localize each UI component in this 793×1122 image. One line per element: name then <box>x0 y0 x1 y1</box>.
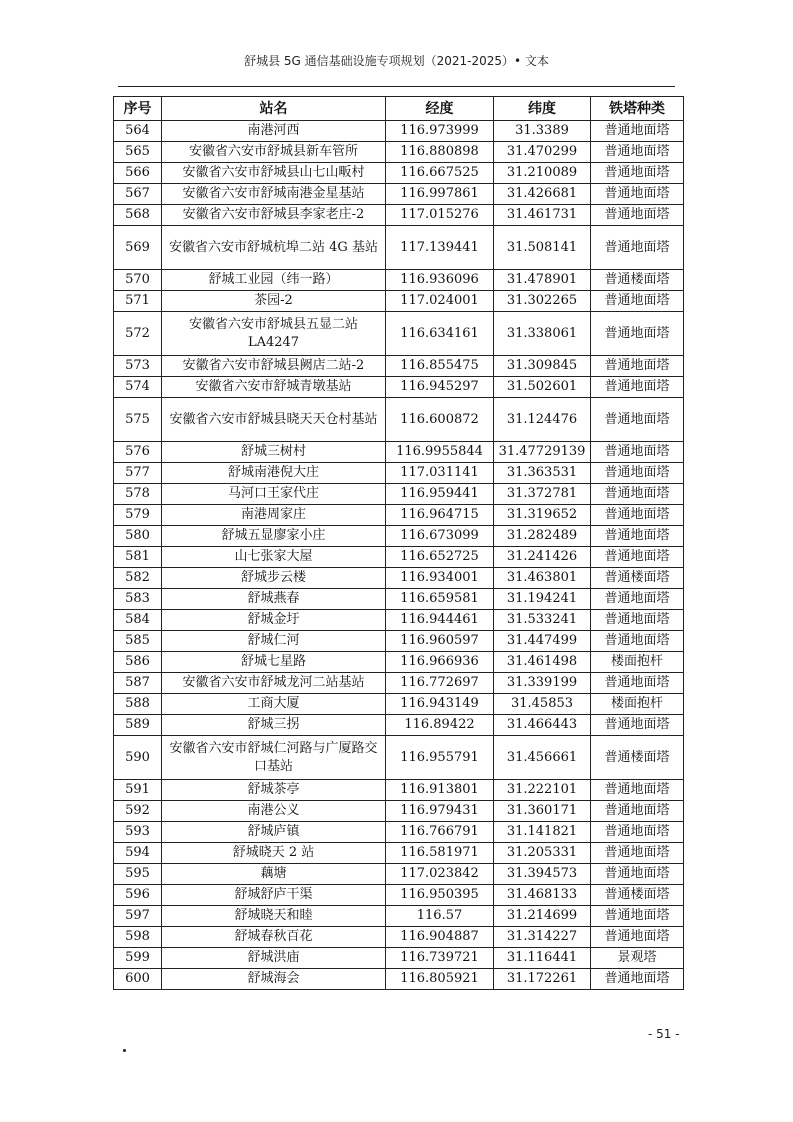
cell-tower-type: 普通地面塔 <box>591 631 684 652</box>
cell-tower-type: 普通地面塔 <box>591 442 684 463</box>
cell-longitude: 116.966936 <box>386 652 494 673</box>
page-number: - 51 - <box>648 1027 680 1041</box>
cell-index: 594 <box>114 843 162 864</box>
cell-station-name: 安徽省六安市舒城南港金星基站 <box>162 184 386 205</box>
cell-station-name: 舒城海会 <box>162 969 386 990</box>
cell-longitude: 116.880898 <box>386 142 494 163</box>
station-table <box>113 96 684 990</box>
cell-latitude: 31.372781 <box>494 484 591 505</box>
cell-tower-type: 普通楼面塔 <box>591 568 684 589</box>
cell-longitude: 116.581971 <box>386 843 494 864</box>
cell-tower-type: 普通地面塔 <box>591 463 684 484</box>
cell-index: 584 <box>114 610 162 631</box>
cell-index: 566 <box>114 163 162 184</box>
cell-index: 585 <box>114 631 162 652</box>
cell-station-name: 舒城五显廖家小庄 <box>162 526 386 547</box>
cell-tower-type: 普通地面塔 <box>591 377 684 398</box>
cell-tower-type: 普通地面塔 <box>591 715 684 736</box>
cell-latitude: 31.360171 <box>494 801 591 822</box>
cell-latitude: 31.363531 <box>494 463 591 484</box>
cell-station-name: 舒城洪庙 <box>162 948 386 969</box>
cell-station-name: 安徽省六安市舒城县阙店二站-2 <box>162 356 386 377</box>
table-row <box>114 463 684 484</box>
cell-index: 572 <box>114 312 162 356</box>
cell-latitude: 31.508141 <box>494 226 591 270</box>
cell-station-name: 安徽省六安市舒城杭埠二站 4G 基站 <box>162 226 386 270</box>
cell-latitude: 31.394573 <box>494 864 591 885</box>
cell-latitude: 31.447499 <box>494 631 591 652</box>
cell-station-name: 舒城七星路 <box>162 652 386 673</box>
cell-index: 592 <box>114 801 162 822</box>
cell-station-name: 安徽省六安市舒城龙河二站基站 <box>162 673 386 694</box>
cell-index: 581 <box>114 547 162 568</box>
cell-tower-type: 普通楼面塔 <box>591 270 684 291</box>
table-row <box>114 631 684 652</box>
cell-tower-type: 普通地面塔 <box>591 969 684 990</box>
cell-latitude: 31.456661 <box>494 736 591 780</box>
cell-station-name: 安徽省六安市舒城县晓天天仓村基站 <box>162 398 386 442</box>
cell-index: 589 <box>114 715 162 736</box>
cell-latitude: 31.3389 <box>494 121 591 142</box>
cell-longitude: 116.659581 <box>386 589 494 610</box>
cell-index: 569 <box>114 226 162 270</box>
cell-latitude: 31.533241 <box>494 610 591 631</box>
cell-longitude: 116.955791 <box>386 736 494 780</box>
cell-latitude: 31.172261 <box>494 969 591 990</box>
table-row <box>114 377 684 398</box>
cell-longitude: 116.805921 <box>386 969 494 990</box>
table-row <box>114 885 684 906</box>
table-body <box>114 121 684 990</box>
cell-index: 573 <box>114 356 162 377</box>
table-row <box>114 184 684 205</box>
cell-longitude: 116.772697 <box>386 673 494 694</box>
cell-index: 567 <box>114 184 162 205</box>
cell-latitude: 31.314227 <box>494 927 591 948</box>
table-row <box>114 356 684 377</box>
cell-tower-type: 普通地面塔 <box>591 184 684 205</box>
cell-tower-type: 楼面抱杆 <box>591 694 684 715</box>
cell-latitude: 31.470299 <box>494 142 591 163</box>
table-row <box>114 780 684 801</box>
cell-latitude: 31.478901 <box>494 270 591 291</box>
cell-tower-type: 普通地面塔 <box>591 843 684 864</box>
cell-tower-type: 普通地面塔 <box>591 142 684 163</box>
cell-longitude: 116.979431 <box>386 801 494 822</box>
cell-latitude: 31.339199 <box>494 673 591 694</box>
cell-tower-type: 普通地面塔 <box>591 822 684 843</box>
cell-latitude: 31.338061 <box>494 312 591 356</box>
cell-index: 582 <box>114 568 162 589</box>
cell-index: 564 <box>114 121 162 142</box>
table-row <box>114 906 684 927</box>
cell-station-name: 安徽省六安市舒城县山七山畈村 <box>162 163 386 184</box>
table-row <box>114 526 684 547</box>
cell-tower-type: 普通地面塔 <box>591 927 684 948</box>
cell-longitude: 117.031141 <box>386 463 494 484</box>
cell-longitude: 116.600872 <box>386 398 494 442</box>
cell-longitude: 117.023842 <box>386 864 494 885</box>
cell-station-name: 舒城燕春 <box>162 589 386 610</box>
cell-tower-type: 普通地面塔 <box>591 526 684 547</box>
cell-latitude: 31.141821 <box>494 822 591 843</box>
cell-index: 575 <box>114 398 162 442</box>
table-row <box>114 291 684 312</box>
cell-tower-type: 普通地面塔 <box>591 205 684 226</box>
cell-longitude: 117.139441 <box>386 226 494 270</box>
cell-tower-type: 普通地面塔 <box>591 312 684 356</box>
cell-latitude: 31.309845 <box>494 356 591 377</box>
cell-longitude: 116.766791 <box>386 822 494 843</box>
cell-index: 576 <box>114 442 162 463</box>
cell-tower-type: 普通地面塔 <box>591 547 684 568</box>
column-header-name: 站名 <box>162 97 386 121</box>
cell-longitude: 116.652725 <box>386 547 494 568</box>
cell-station-name: 南港周家庄 <box>162 505 386 526</box>
header-rule <box>118 86 675 87</box>
cell-tower-type: 普通楼面塔 <box>591 885 684 906</box>
cell-latitude: 31.214699 <box>494 906 591 927</box>
cell-station-name: 安徽省六安市舒城县五显二站 LA4247 <box>162 312 386 356</box>
cell-tower-type: 景观塔 <box>591 948 684 969</box>
cell-station-name: 藕塘 <box>162 864 386 885</box>
cell-tower-type: 普通地面塔 <box>591 864 684 885</box>
cell-latitude: 31.45853 <box>494 694 591 715</box>
cell-station-name: 马河口王家代庄 <box>162 484 386 505</box>
cell-longitude: 116.57 <box>386 906 494 927</box>
footer-dot <box>123 1049 126 1052</box>
table-row <box>114 484 684 505</box>
column-header-longitude: 经度 <box>386 97 494 121</box>
cell-tower-type: 普通地面塔 <box>591 610 684 631</box>
cell-longitude: 116.855475 <box>386 356 494 377</box>
cell-station-name: 舒城茶亭 <box>162 780 386 801</box>
column-header-index: 序号 <box>114 97 162 121</box>
cell-tower-type: 普通地面塔 <box>591 163 684 184</box>
table-row <box>114 801 684 822</box>
cell-tower-type: 普通地面塔 <box>591 673 684 694</box>
cell-station-name: 舒城金圩 <box>162 610 386 631</box>
table-row <box>114 822 684 843</box>
cell-index: 586 <box>114 652 162 673</box>
cell-longitude: 116.944461 <box>386 610 494 631</box>
table-row <box>114 673 684 694</box>
cell-longitude: 116.913801 <box>386 780 494 801</box>
cell-station-name: 舒城春秋百花 <box>162 927 386 948</box>
cell-station-name: 舒城三拐 <box>162 715 386 736</box>
cell-tower-type: 普通地面塔 <box>591 291 684 312</box>
table-row <box>114 142 684 163</box>
cell-tower-type: 普通楼面塔 <box>591 736 684 780</box>
cell-index: 597 <box>114 906 162 927</box>
table-row <box>114 843 684 864</box>
cell-latitude: 31.319652 <box>494 505 591 526</box>
cell-index: 587 <box>114 673 162 694</box>
cell-longitude: 116.997861 <box>386 184 494 205</box>
cell-tower-type: 普通地面塔 <box>591 121 684 142</box>
cell-station-name: 安徽省六安市舒城青墩基站 <box>162 377 386 398</box>
cell-index: 588 <box>114 694 162 715</box>
cell-index: 571 <box>114 291 162 312</box>
cell-longitude: 116.959441 <box>386 484 494 505</box>
table-row <box>114 163 684 184</box>
table-header-row <box>114 97 684 121</box>
cell-station-name: 舒城三树村 <box>162 442 386 463</box>
table-row <box>114 505 684 526</box>
cell-longitude: 116.634161 <box>386 312 494 356</box>
cell-index: 600 <box>114 969 162 990</box>
cell-station-name: 舒城晓天 2 站 <box>162 843 386 864</box>
cell-index: 595 <box>114 864 162 885</box>
cell-station-name: 安徽省六安市舒城县新车管所 <box>162 142 386 163</box>
cell-index: 568 <box>114 205 162 226</box>
cell-longitude: 116.904887 <box>386 927 494 948</box>
cell-index: 579 <box>114 505 162 526</box>
cell-latitude: 31.210089 <box>494 163 591 184</box>
cell-station-name: 茶园-2 <box>162 291 386 312</box>
cell-index: 570 <box>114 270 162 291</box>
cell-station-name: 南港河西 <box>162 121 386 142</box>
cell-station-name: 南港公义 <box>162 801 386 822</box>
table-row <box>114 226 684 270</box>
cell-latitude: 31.116441 <box>494 948 591 969</box>
cell-latitude: 31.461498 <box>494 652 591 673</box>
cell-tower-type: 普通地面塔 <box>591 906 684 927</box>
cell-tower-type: 普通地面塔 <box>591 505 684 526</box>
cell-tower-type: 普通地面塔 <box>591 226 684 270</box>
cell-tower-type: 楼面抱杆 <box>591 652 684 673</box>
cell-index: 598 <box>114 927 162 948</box>
table-row <box>114 398 684 442</box>
cell-tower-type: 普通地面塔 <box>591 484 684 505</box>
cell-latitude: 31.194241 <box>494 589 591 610</box>
running-header: 舒城县 5G 通信基础设施专项规划（2021-2025）• 文本 <box>244 54 549 68</box>
table-row <box>114 927 684 948</box>
cell-latitude: 31.282489 <box>494 526 591 547</box>
cell-index: 599 <box>114 948 162 969</box>
table-row <box>114 969 684 990</box>
cell-latitude: 31.241426 <box>494 547 591 568</box>
cell-longitude: 116.943149 <box>386 694 494 715</box>
cell-latitude: 31.302265 <box>494 291 591 312</box>
table-row <box>114 442 684 463</box>
cell-longitude: 116.667525 <box>386 163 494 184</box>
cell-tower-type: 普通地面塔 <box>591 398 684 442</box>
cell-station-name: 山七张家大屋 <box>162 547 386 568</box>
cell-latitude: 31.47729139 <box>494 442 591 463</box>
cell-longitude: 117.015276 <box>386 205 494 226</box>
cell-tower-type: 普通地面塔 <box>591 589 684 610</box>
cell-station-name: 安徽省六安市舒城县李家老庄-2 <box>162 205 386 226</box>
cell-latitude: 31.466443 <box>494 715 591 736</box>
cell-longitude: 116.950395 <box>386 885 494 906</box>
cell-latitude: 31.222101 <box>494 780 591 801</box>
cell-longitude: 116.936096 <box>386 270 494 291</box>
cell-station-name: 舒城庐镇 <box>162 822 386 843</box>
cell-latitude: 31.124476 <box>494 398 591 442</box>
cell-tower-type: 普通地面塔 <box>591 356 684 377</box>
cell-tower-type: 普通地面塔 <box>591 801 684 822</box>
cell-longitude: 116.945297 <box>386 377 494 398</box>
table-row <box>114 270 684 291</box>
cell-index: 583 <box>114 589 162 610</box>
cell-longitude: 116.964715 <box>386 505 494 526</box>
cell-longitude: 116.934001 <box>386 568 494 589</box>
cell-longitude: 116.739721 <box>386 948 494 969</box>
cell-index: 593 <box>114 822 162 843</box>
cell-latitude: 31.502601 <box>494 377 591 398</box>
cell-longitude: 116.89422 <box>386 715 494 736</box>
cell-index: 590 <box>114 736 162 780</box>
column-header-latitude: 纬度 <box>494 97 591 121</box>
cell-station-name: 工商大厦 <box>162 694 386 715</box>
cell-index: 591 <box>114 780 162 801</box>
cell-station-name: 舒城工业园（纬一路） <box>162 270 386 291</box>
table-row <box>114 948 684 969</box>
table-row <box>114 864 684 885</box>
table-row <box>114 121 684 142</box>
table-row <box>114 715 684 736</box>
cell-index: 565 <box>114 142 162 163</box>
cell-index: 580 <box>114 526 162 547</box>
table-row <box>114 694 684 715</box>
cell-index: 577 <box>114 463 162 484</box>
cell-station-name: 安徽省六安市舒城仁河路与广厦路交口基站 <box>162 736 386 780</box>
table-row <box>114 652 684 673</box>
cell-latitude: 31.468133 <box>494 885 591 906</box>
cell-latitude: 31.463801 <box>494 568 591 589</box>
cell-index: 578 <box>114 484 162 505</box>
table-row <box>114 610 684 631</box>
cell-longitude: 116.9955844 <box>386 442 494 463</box>
cell-longitude: 116.960597 <box>386 631 494 652</box>
cell-longitude: 116.973999 <box>386 121 494 142</box>
cell-station-name: 舒城舒庐干渠 <box>162 885 386 906</box>
cell-latitude: 31.426681 <box>494 184 591 205</box>
table-row <box>114 205 684 226</box>
cell-station-name: 舒城晓天和睦 <box>162 906 386 927</box>
table-row <box>114 736 684 780</box>
cell-index: 596 <box>114 885 162 906</box>
cell-station-name: 舒城步云楼 <box>162 568 386 589</box>
table-row <box>114 589 684 610</box>
cell-station-name: 舒城仁河 <box>162 631 386 652</box>
table-row <box>114 547 684 568</box>
table-row <box>114 568 684 589</box>
cell-longitude: 116.673099 <box>386 526 494 547</box>
table-row <box>114 312 684 356</box>
cell-longitude: 117.024001 <box>386 291 494 312</box>
cell-latitude: 31.205331 <box>494 843 591 864</box>
cell-tower-type: 普通地面塔 <box>591 780 684 801</box>
cell-index: 574 <box>114 377 162 398</box>
column-header-tower-type: 铁塔种类 <box>591 97 684 121</box>
cell-station-name: 舒城南港倪大庄 <box>162 463 386 484</box>
cell-latitude: 31.461731 <box>494 205 591 226</box>
